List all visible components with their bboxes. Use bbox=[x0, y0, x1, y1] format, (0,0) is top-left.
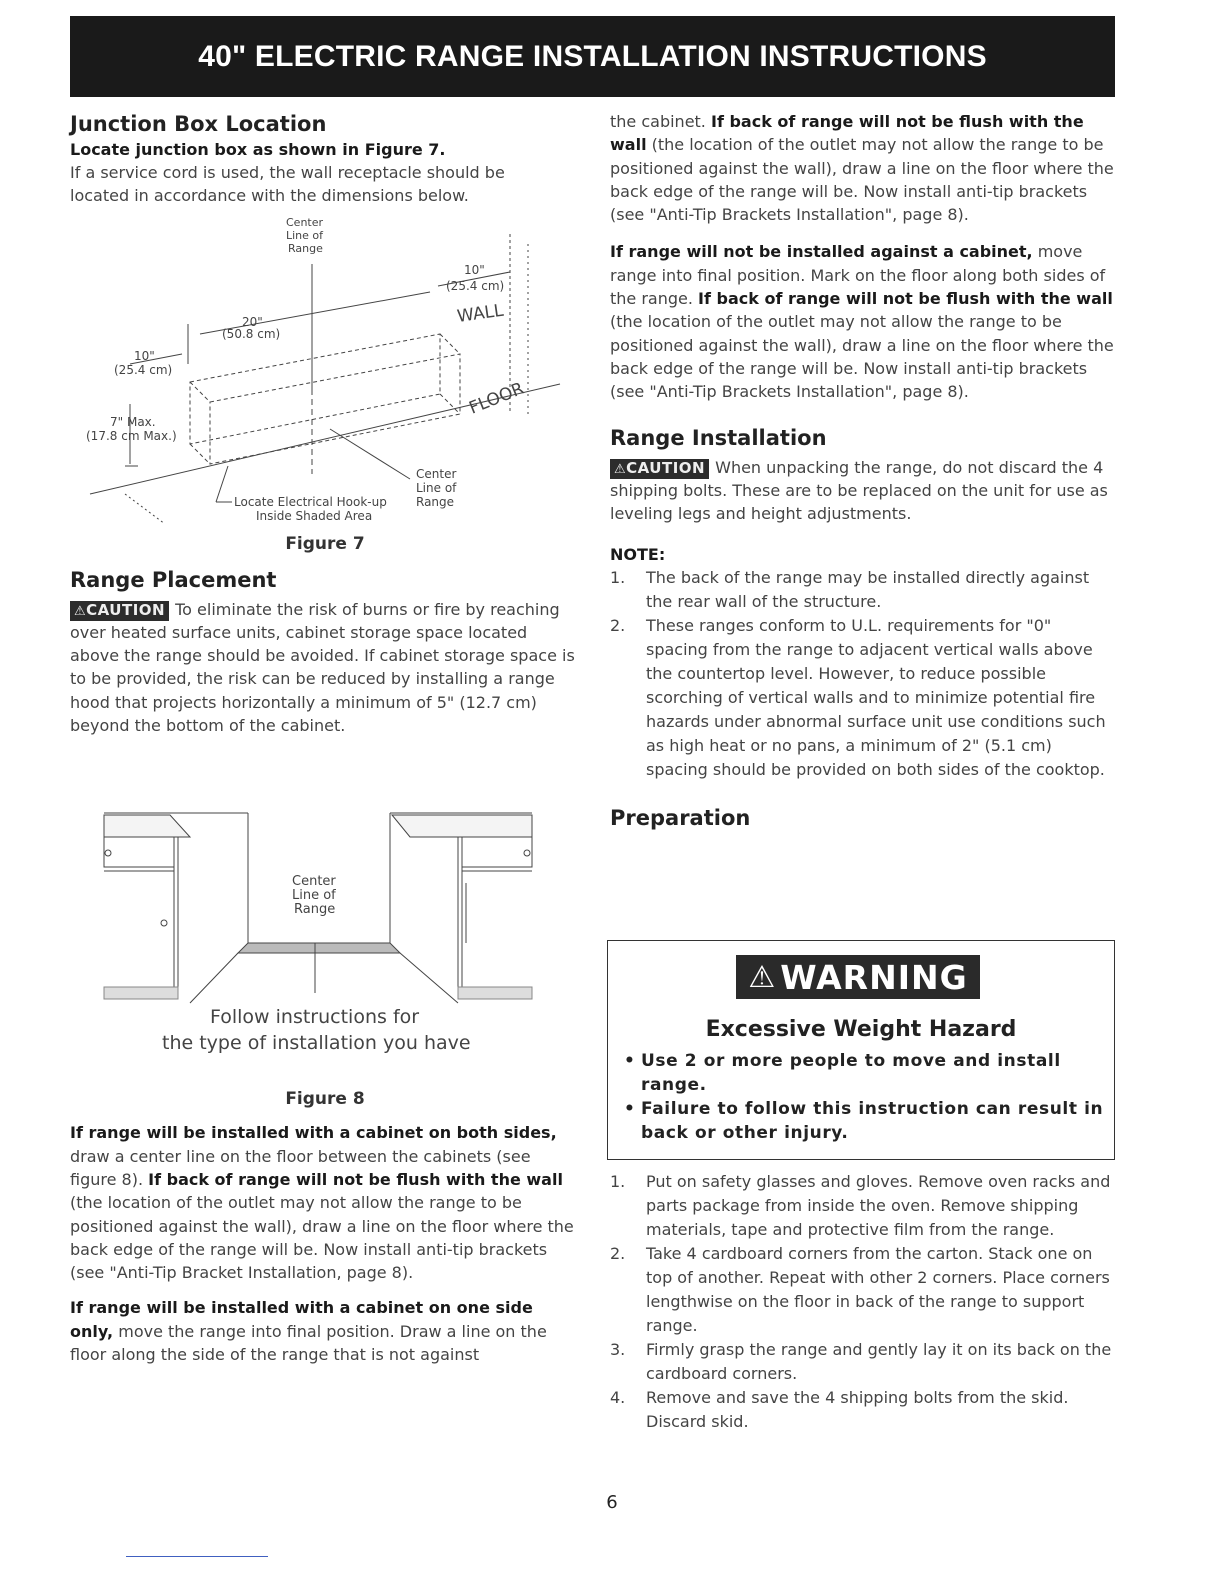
no-cabinet-text1: move range into final position. Mark on the floor along both sides of the range. bbox=[610, 242, 1106, 309]
caution-badge: ⚠CAUTION bbox=[70, 601, 169, 621]
list-item: 1. The back of the range may be installed directly against the rear wall of the structure. bbox=[610, 568, 1090, 612]
hazard-title: Excessive Weight Hazard bbox=[705, 1017, 1017, 1042]
page-number: 6 bbox=[606, 1492, 618, 1513]
both-sides-text2: (the location of the outlet may not allow the range to be positioned against the wall), draw a line on the floor where the back edge of the range will be. Now install anti-tip brackets (see "Anti-Tip Bracket Installation, page 8). bbox=[70, 1193, 574, 1283]
fig8-follow-line1: Follow instructions for bbox=[210, 1006, 420, 1029]
right-column bbox=[610, 110, 1115, 832]
one-side-bold2: If back of range will not be flush with the wall bbox=[610, 112, 1084, 155]
fig7-floor-label: FLOOR bbox=[466, 378, 527, 419]
fig7-center-bottom-3: Range bbox=[416, 494, 455, 509]
one-side-continued bbox=[610, 110, 1115, 226]
one-side-paragraph bbox=[70, 1296, 580, 1366]
fig7-dim-20: 20" bbox=[242, 314, 263, 329]
no-cabinet-paragraph bbox=[610, 240, 1115, 403]
junction-subheading: Locate junction box as shown in Figure 7. bbox=[70, 140, 446, 159]
preparation-heading: Preparation bbox=[610, 806, 751, 831]
one-side-text2: (the location of the outlet may not allow the range to be positioned against the wall), draw a line on the floor where the back edge of the range will be. Now install anti-tip brackets (see "Anti-Tip Brackets Installation", page 8). bbox=[610, 135, 1114, 225]
fig8-follow-line2: the type of installation you have bbox=[162, 1032, 471, 1055]
fig7-dim-10-top: 10" bbox=[464, 262, 485, 277]
junction-heading: Junction Box Location bbox=[70, 112, 327, 136]
list-item: 4. Remove and save the 4 shipping bolts from the skid. Discard skid. bbox=[610, 1388, 1069, 1431]
installation-text: When unpacking the range, do not discard the 4 shipping bolts. These are to be replaced on the unit for use as leveling legs and height adjustments. bbox=[610, 457, 1108, 524]
fig7-dim-7: 7" Max. bbox=[110, 414, 156, 429]
both-sides-lead: If range will be installed with a cabinet on both sides, bbox=[70, 1123, 557, 1143]
both-sides-paragraph bbox=[70, 1121, 580, 1284]
fig7-dim-10-top-cm: (25.4 cm) bbox=[446, 278, 505, 293]
installation-heading: Range Installation bbox=[610, 425, 827, 450]
placement-text: To eliminate the risk of burns or fire by reaching over heated surface units, cabinet storage space located above the range should be avoided. If cabinet storage space is to be provided, the risk can be reduced by installing a range hood that projects horizontally a minimum of 5" (12.7 cm) beyond the bottom of the cabinet. bbox=[70, 599, 575, 736]
one-side-cont-text1: the cabinet. bbox=[610, 112, 711, 131]
list-item: 3. Firmly grasp the range and gently lay it on its back on the cardboard corners. bbox=[610, 1340, 1112, 1383]
page-title-banner bbox=[70, 16, 1115, 97]
no-cabinet-text2: (the location of the outlet may not allow the range to be positioned against the wall), draw a line on the floor where the back edge of the range will be. Now install anti-tip brackets (see "Anti-Tip Brackets Installation", page 8). bbox=[610, 312, 1114, 402]
page-title: 40" ELECTRIC RANGE INSTALLATION INSTRUCTIONS bbox=[198, 39, 987, 73]
no-cabinet-lead: If range will not be installed against a cabinet, bbox=[610, 242, 1033, 262]
both-sides-bold2: If back of range will not be flush with the wall bbox=[148, 1169, 563, 1189]
fig7-center-top-3: Range bbox=[288, 241, 323, 255]
placement-heading: Range Placement bbox=[70, 567, 277, 592]
figure-7-caption: Figure 7 bbox=[285, 533, 365, 554]
list-item: • Use 2 or more people to move and install range. bbox=[624, 1051, 1061, 1095]
fig7-center-bottom-2: Line of bbox=[416, 480, 457, 495]
placement-body bbox=[70, 598, 580, 738]
fig7-dim-10-left: 10" bbox=[134, 348, 155, 363]
hazard-bullets bbox=[624, 1049, 1104, 1145]
list-item: • Failure to follow this instruction can result in back or other injury. bbox=[624, 1099, 1104, 1143]
left-column bbox=[70, 110, 580, 1366]
fig7-dim-10-left-cm: (25.4 cm) bbox=[114, 362, 173, 377]
fig7-center-top-1: Center bbox=[286, 215, 324, 229]
footer-divider bbox=[126, 1556, 268, 1557]
fig8-center-1: Center bbox=[292, 874, 336, 890]
fig8-center-3: Range bbox=[294, 902, 336, 918]
figure-7-diagram bbox=[70, 214, 580, 544]
warning-triangle-icon: ⚠ bbox=[748, 959, 777, 995]
fig7-hookup-line1: Locate Electrical Hook-up bbox=[234, 494, 387, 509]
figure-8-diagram bbox=[70, 793, 580, 1083]
note-list bbox=[610, 566, 1115, 782]
list-item: 2. Take 4 cardboard corners from the carton. Stack one on top of another. Repeat with other 2 corners. Place corners lengthwise on the floor in back of the range to support range. bbox=[610, 1244, 1110, 1335]
fig7-dim-20-cm: (50.8 cm) bbox=[222, 326, 281, 341]
fig7-dim-7-cm: (17.8 cm Max.) bbox=[86, 428, 177, 443]
fig7-center-bottom-1: Center bbox=[416, 466, 457, 481]
warning-triangle-icon: ⚠ bbox=[614, 461, 627, 477]
note-label: NOTE: bbox=[610, 545, 666, 565]
warning-label: WARNING bbox=[780, 957, 968, 997]
installation-body bbox=[610, 456, 1115, 526]
fig7-center-top-2: Line of bbox=[286, 228, 324, 242]
fig7-hookup-line2: Inside Shaded Area bbox=[256, 508, 373, 523]
fig8-center-2: Line of bbox=[292, 888, 336, 904]
warning-triangle-icon: ⚠ bbox=[74, 603, 87, 619]
both-sides-text1: draw a center line on the floor between the cabinets (see figure 8). bbox=[70, 1146, 531, 1189]
junction-body: If a service cord is used, the wall receptacle should be located in accordance with the dimensions below. bbox=[70, 163, 505, 206]
warning-badge bbox=[736, 955, 980, 999]
preparation-steps bbox=[610, 1170, 1115, 1434]
no-cabinet-bold2: If back of range will not be flush with the wall bbox=[698, 289, 1113, 309]
one-side-lead: If range will be installed with a cabinet on one side only, bbox=[70, 1298, 533, 1341]
list-item: 2. These ranges conform to U.L. requirements for "0" spacing from the range to adjacent vertical walls above the countertop level. However, to reduce possible scorching of vertical walls and to minimize potential fire hazards under abnormal surface unit use conditions such as high heat or no pans, a minimum of 2" (5.1 cm) spacing should be provided on both sides of the cooktop. bbox=[610, 616, 1106, 780]
one-side-text1: move the range into final position. Draw a line on the floor along the side of the range that is not against bbox=[70, 1321, 547, 1365]
fig7-wall-label: WALL bbox=[455, 300, 505, 327]
figure-8-caption: Figure 8 bbox=[285, 1089, 365, 1110]
caution-badge: ⚠CAUTION bbox=[610, 459, 709, 479]
list-item: 1. Put on safety glasses and gloves. Remove oven racks and parts package from inside the oven. Remove shipping materials, tape and protective film from the range. bbox=[610, 1172, 1111, 1239]
warning-box bbox=[607, 940, 1115, 1160]
